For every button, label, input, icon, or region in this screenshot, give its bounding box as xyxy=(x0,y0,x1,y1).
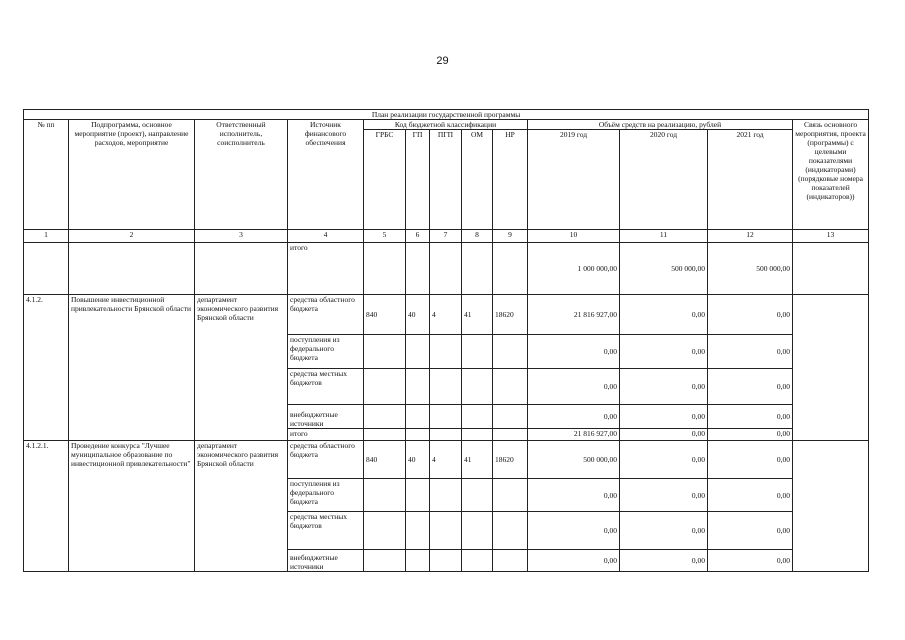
code-nr xyxy=(493,512,528,550)
total-label: итого xyxy=(288,243,364,295)
code-grbs: 840 xyxy=(364,295,406,335)
header-subprogram: Подпрограмма, основное мероприятие (проект), направление расходов, мероприятие xyxy=(69,120,195,230)
header-executor: Ответственный исполнитель, соисполнитель xyxy=(195,120,288,230)
funding-source: внебюджетные источники xyxy=(288,405,364,429)
header-row xyxy=(24,120,869,130)
value-2021: 0,00 xyxy=(708,441,793,479)
code-pgp xyxy=(430,335,462,369)
code-pgp xyxy=(430,405,462,429)
activity-name: Повышение инвестиционной привлекательности Брянской области xyxy=(69,295,195,441)
value-2021: 500 000,00 xyxy=(708,243,793,295)
code-pgp: 4 xyxy=(430,295,462,335)
value-2020: 0,00 xyxy=(620,295,708,335)
funding-source: внебюджетные источники xyxy=(288,550,364,572)
header-2019: 2019 год xyxy=(528,130,620,230)
table-row-top-total xyxy=(24,243,869,295)
page-number: 29 xyxy=(436,55,449,67)
indicator-link xyxy=(793,441,869,572)
header-nr: НР xyxy=(493,130,528,230)
funding-source: средства областного бюджета xyxy=(288,295,364,335)
code-gp: 40 xyxy=(406,295,430,335)
funding-source: средства областного бюджета xyxy=(288,441,364,479)
header-gp: ГП xyxy=(406,130,430,230)
row-number: 4.1.2. xyxy=(24,295,69,441)
code-nr: 18620 xyxy=(493,441,528,479)
code-grbs: 840 xyxy=(364,441,406,479)
code-pgp xyxy=(430,369,462,405)
program-plan-table xyxy=(23,109,869,572)
col-number: 6 xyxy=(406,230,430,243)
indicator-link xyxy=(793,295,869,441)
value-2019: 0,00 xyxy=(528,512,620,550)
code-om xyxy=(462,479,493,512)
code-grbs xyxy=(364,405,406,429)
header-2020: 2020 год xyxy=(620,130,708,230)
col-number: 8 xyxy=(462,230,493,243)
col-number: 7 xyxy=(430,230,462,243)
code-gp xyxy=(406,405,430,429)
value-2019: 0,00 xyxy=(528,405,620,429)
header-om: ОМ xyxy=(462,130,493,230)
code-pgp xyxy=(430,512,462,550)
value-2021: 0,00 xyxy=(708,405,793,429)
code-gp xyxy=(406,335,430,369)
value-2019: 0,00 xyxy=(528,479,620,512)
row-number: 4.1.2.1. xyxy=(24,441,69,572)
code-om xyxy=(462,369,493,405)
code-nr: 18620 xyxy=(493,295,528,335)
col-number: 10 xyxy=(528,230,620,243)
col-number: 3 xyxy=(195,230,288,243)
value-2020: 0,00 xyxy=(620,512,708,550)
header-num: № пп xyxy=(24,120,69,230)
code-grbs xyxy=(364,550,406,572)
funding-source: средства местных бюджетов xyxy=(288,512,364,550)
code-nr xyxy=(493,335,528,369)
code-gp xyxy=(406,550,430,572)
code-pgp xyxy=(430,550,462,572)
col-number: 9 xyxy=(493,230,528,243)
value-2020: 0,00 xyxy=(620,405,708,429)
col-number: 5 xyxy=(364,230,406,243)
value-2020: 0,00 xyxy=(620,441,708,479)
value-2020: 0,00 xyxy=(620,335,708,369)
activity-name: Проведение конкурса "Лучшее муниципальное образование по инвестиционной привлекательности" xyxy=(69,441,195,572)
code-om: 41 xyxy=(462,295,493,335)
total-label: итого xyxy=(288,429,364,441)
col-number: 12 xyxy=(708,230,793,243)
column-numbers-row xyxy=(24,230,869,243)
col-number: 13 xyxy=(793,230,869,243)
code-gp xyxy=(406,479,430,512)
value-2019: 21 816 927,00 xyxy=(528,429,620,441)
code-nr xyxy=(493,405,528,429)
header-volume-group: Объём средств на реализацию, рублей xyxy=(528,120,793,130)
code-pgp: 4 xyxy=(430,441,462,479)
code-grbs xyxy=(364,479,406,512)
code-om xyxy=(462,405,493,429)
value-2019: 21 816 927,00 xyxy=(528,295,620,335)
table-row xyxy=(24,295,869,335)
code-grbs xyxy=(364,335,406,369)
value-2021: 0,00 xyxy=(708,369,793,405)
code-gp: 40 xyxy=(406,441,430,479)
table-title-row xyxy=(24,110,869,120)
value-2019: 0,00 xyxy=(528,369,620,405)
value-2019: 1 000 000,00 xyxy=(528,243,620,295)
funding-source: средства местных бюджетов xyxy=(288,369,364,405)
value-2021: 0,00 xyxy=(708,335,793,369)
value-2019: 500 000,00 xyxy=(528,441,620,479)
table-title: План реализации государственной программы xyxy=(24,110,869,120)
code-om: 41 xyxy=(462,441,493,479)
executor: департамент экономического развития Брянской области xyxy=(195,441,288,572)
funding-source: поступления из федерального бюджета xyxy=(288,479,364,512)
code-om xyxy=(462,512,493,550)
value-2021: 0,00 xyxy=(708,429,793,441)
value-2021: 0,00 xyxy=(708,479,793,512)
code-pgp xyxy=(430,479,462,512)
code-grbs xyxy=(364,369,406,405)
col-number: 2 xyxy=(69,230,195,243)
header-source: Источник финансового обеспечения xyxy=(288,120,364,230)
col-number: 1 xyxy=(24,230,69,243)
value-2021: 0,00 xyxy=(708,295,793,335)
code-om xyxy=(462,550,493,572)
value-2021: 0,00 xyxy=(708,550,793,572)
header-grbs: ГРБС xyxy=(364,130,406,230)
col-number: 4 xyxy=(288,230,364,243)
header-2021: 2021 год xyxy=(708,130,793,230)
code-nr xyxy=(493,479,528,512)
code-grbs xyxy=(364,512,406,550)
code-om xyxy=(462,335,493,369)
code-nr xyxy=(493,550,528,572)
value-2020: 0,00 xyxy=(620,479,708,512)
header-link: Связь основного мероприятия, проекта (программы) с целевыми показателями (индикаторами) (порядковые номера показателей (индикаторов)) xyxy=(793,120,869,230)
value-2020: 0,00 xyxy=(620,369,708,405)
value-2020: 500 000,00 xyxy=(620,243,708,295)
value-2019: 0,00 xyxy=(528,335,620,369)
col-number: 11 xyxy=(620,230,708,243)
funding-source: поступления из федерального бюджета xyxy=(288,335,364,369)
value-2021: 0,00 xyxy=(708,512,793,550)
header-code-group: Код бюджетной классификации xyxy=(364,120,528,130)
executor: департамент экономического развития Брянской области xyxy=(195,295,288,441)
header-pgp: ПГП xyxy=(430,130,462,230)
code-gp xyxy=(406,512,430,550)
value-2019: 0,00 xyxy=(528,550,620,572)
code-nr xyxy=(493,369,528,405)
code-gp xyxy=(406,369,430,405)
table-row xyxy=(24,441,869,479)
value-2020: 0,00 xyxy=(620,429,708,441)
value-2020: 0,00 xyxy=(620,550,708,572)
